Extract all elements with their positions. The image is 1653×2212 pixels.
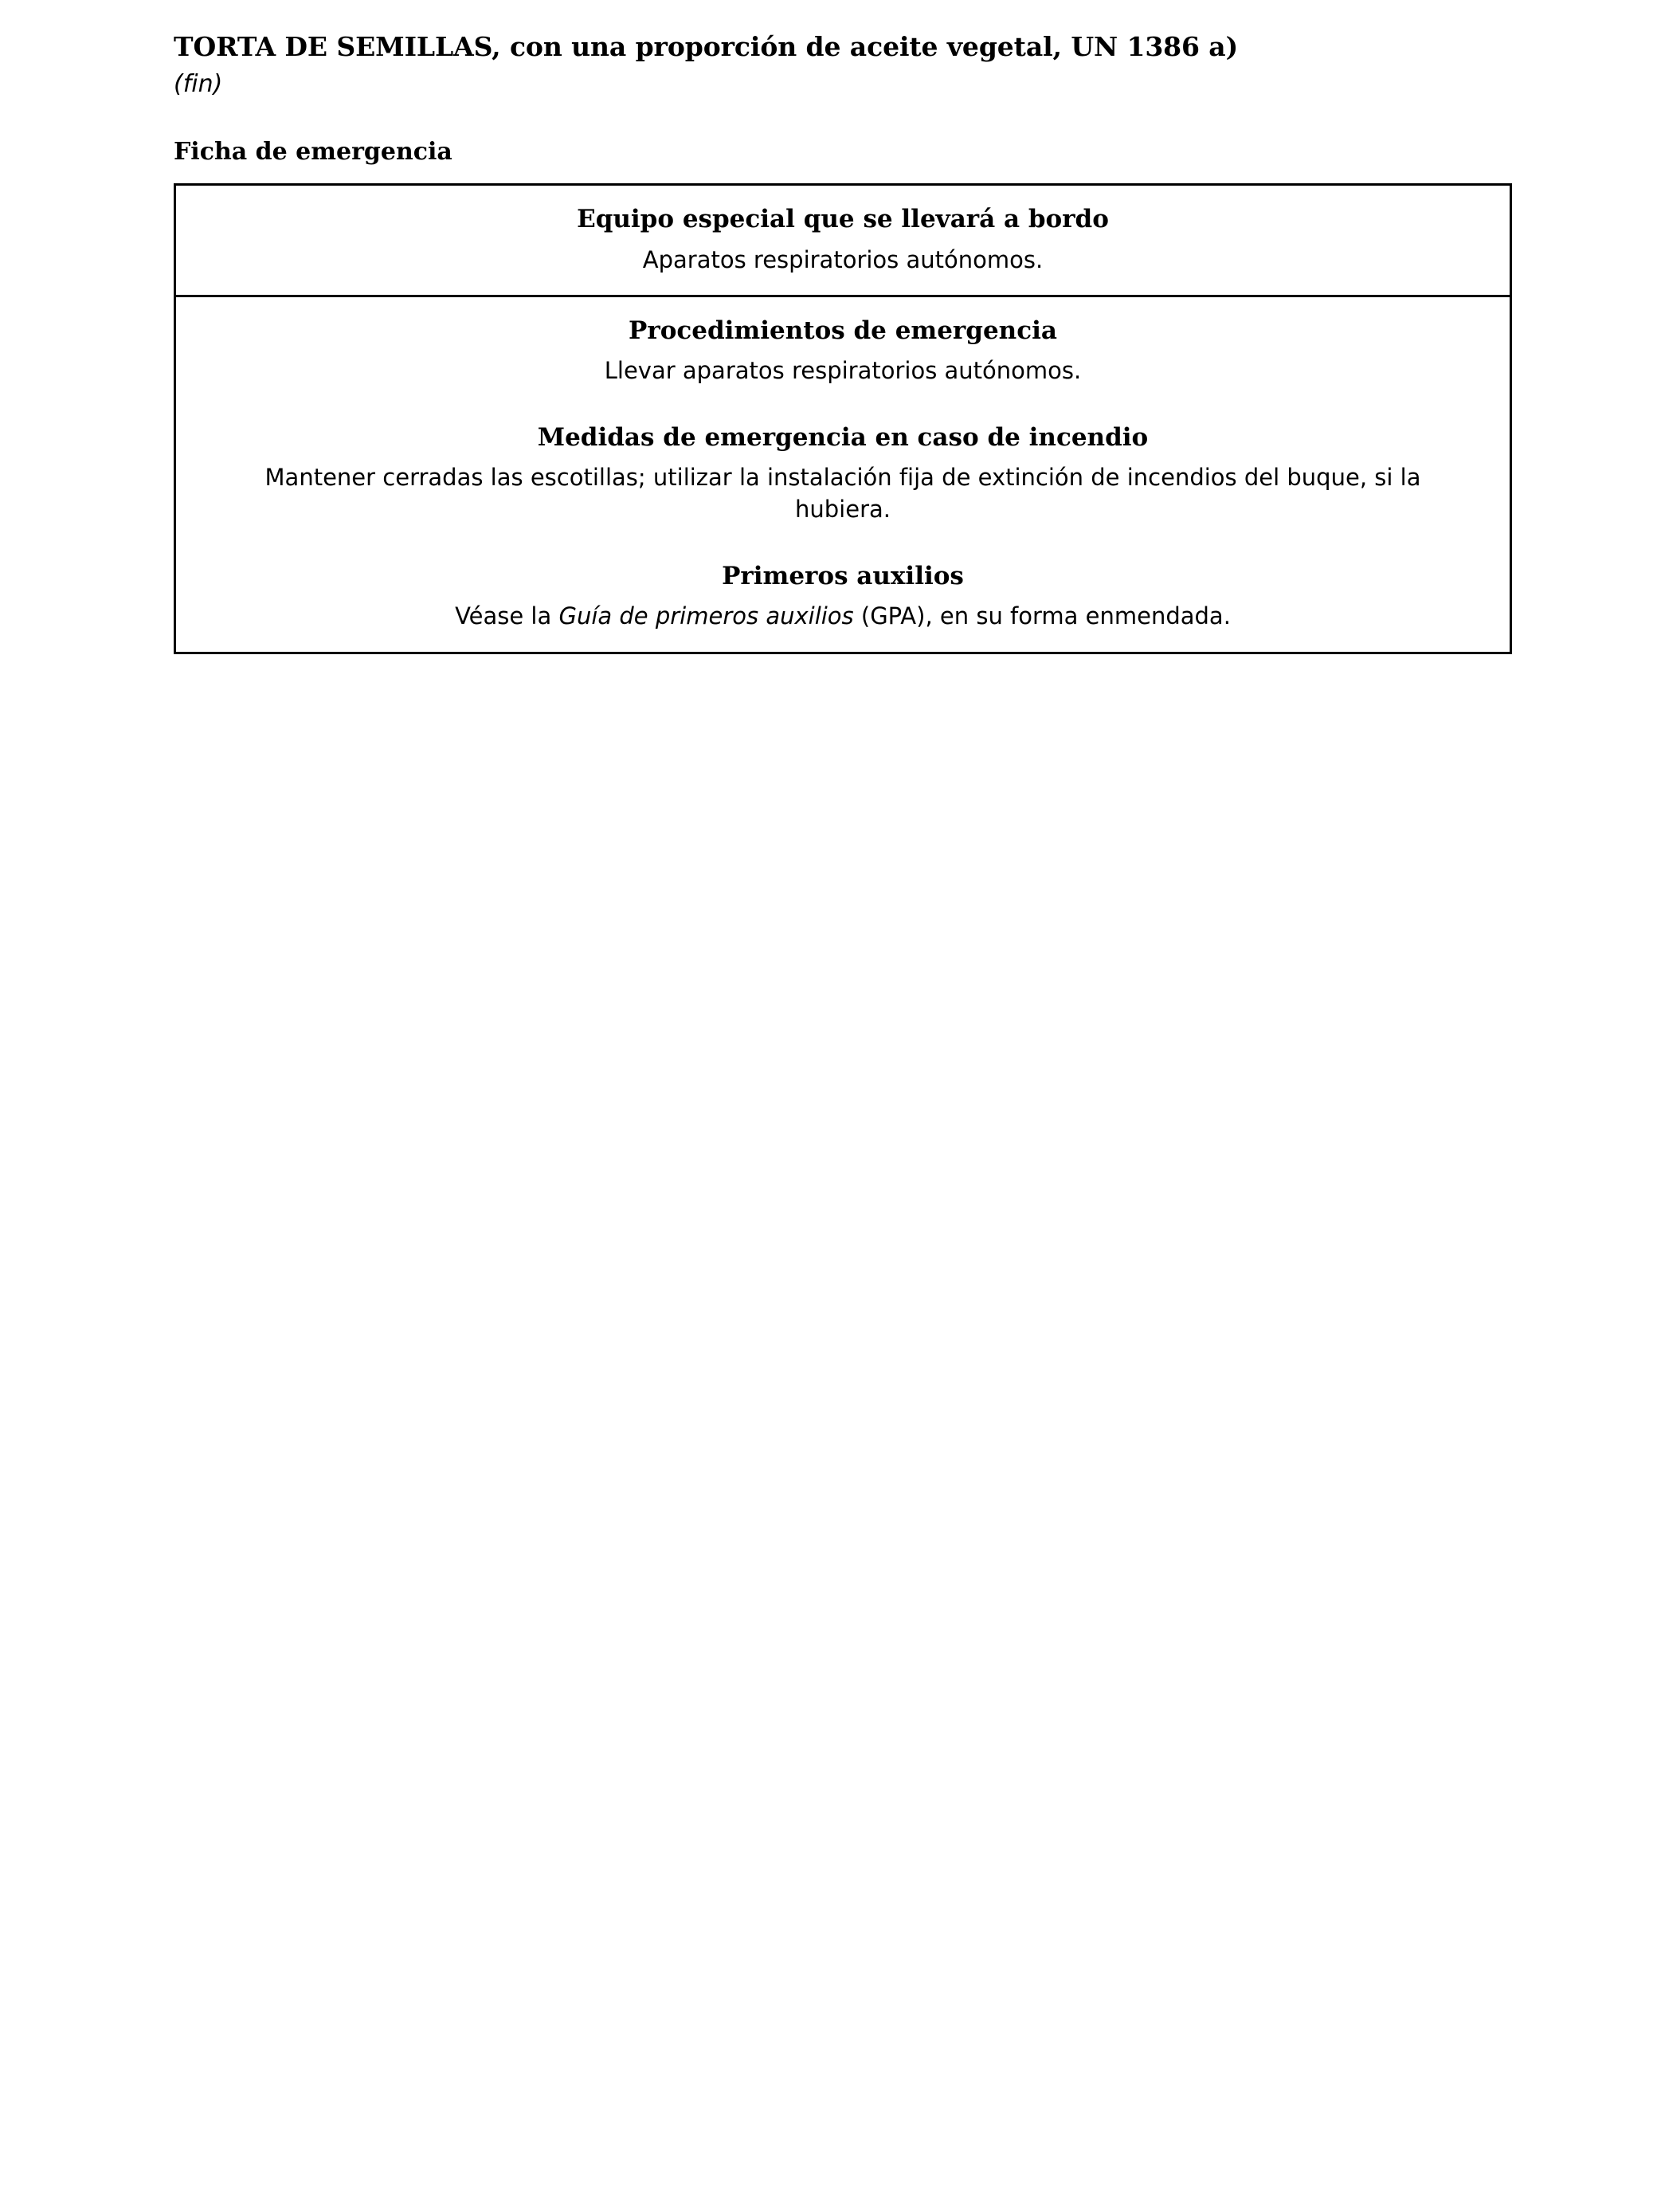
section-label-ficha-de-emergencia: Ficha de emergencia bbox=[174, 138, 452, 167]
group-emergency-procedures bbox=[208, 315, 1478, 386]
block-text-special-equipment: Aparatos respiratorios autónomos. bbox=[642, 245, 1044, 273]
block-text-emergency-procedures: Llevar aparatos respiratorios autónomos. bbox=[604, 356, 1082, 384]
block-heading-fire-emergency-measures: Medidas de emergencia en caso de incendio bbox=[537, 422, 1149, 452]
card-block-emergency-procedures bbox=[176, 295, 1510, 652]
card-block-special-equipment bbox=[176, 186, 1510, 294]
block-heading-first-aid: Primeros auxilios bbox=[722, 562, 964, 591]
block-text-first-aid bbox=[208, 600, 1478, 632]
page-title: TORTA DE SEMILLAS, con una proporción de aceite vegetal, UN 1386 a) bbox=[174, 31, 1239, 62]
emergency-schedule-card bbox=[174, 183, 1512, 653]
page-content bbox=[174, 30, 1528, 654]
page-subtitle: (fin) bbox=[174, 70, 223, 99]
group-fire-emergency-measures bbox=[208, 422, 1478, 525]
block-text-fire-emergency-measures: Mantener cerradas las escotillas; utilizar la instalación fija de extinción de incendios del buque, si la hubiera. bbox=[264, 464, 1421, 524]
block-heading-emergency-procedures: Procedimientos de emergencia bbox=[629, 316, 1057, 345]
first-aid-text-prefix: Véase la bbox=[455, 602, 559, 630]
block-heading-special-equipment: Equipo especial que se llevará a bordo bbox=[577, 205, 1109, 234]
group-first-aid bbox=[208, 560, 1478, 632]
first-aid-guide-title: Guía de primeros auxilios bbox=[558, 602, 854, 630]
first-aid-text-suffix: (GPA), en su forma enmendada. bbox=[853, 602, 1231, 630]
